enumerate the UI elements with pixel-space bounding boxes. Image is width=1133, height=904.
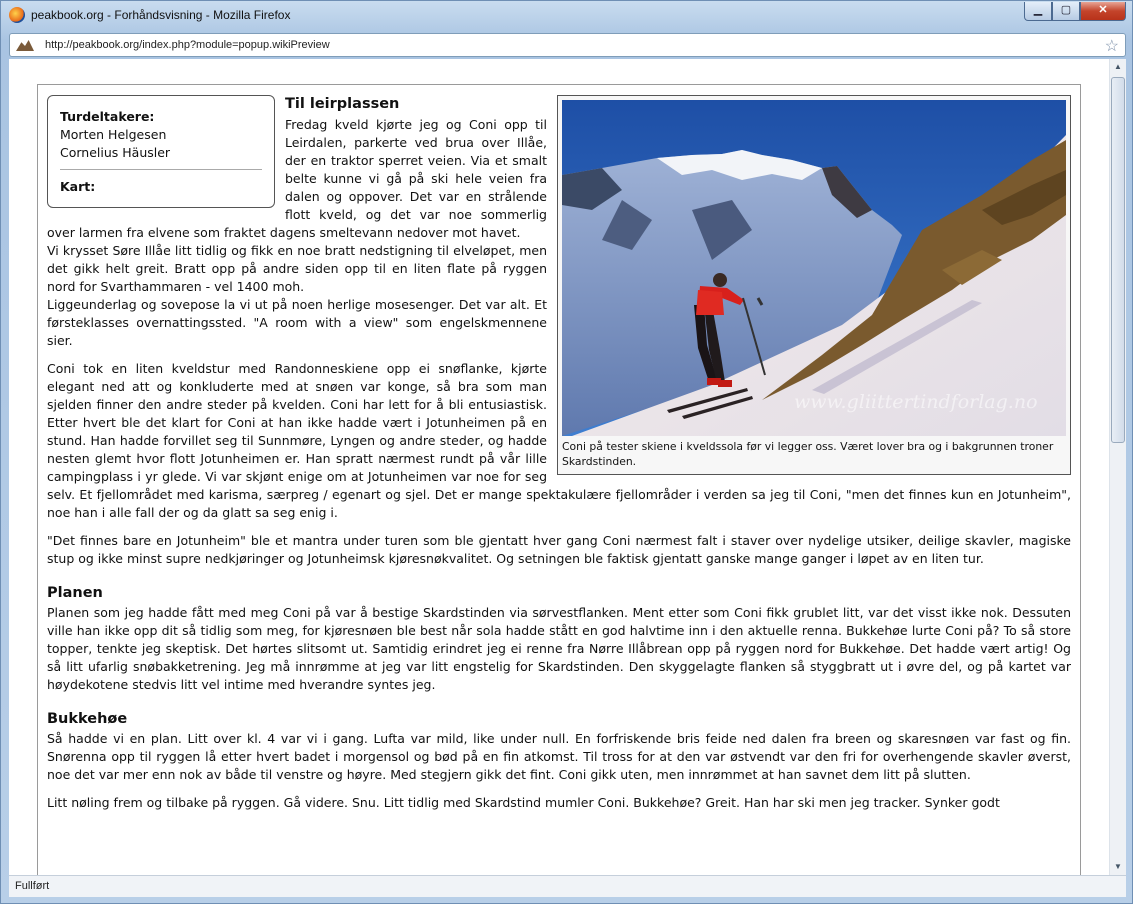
participant-name: Cornelius Häusler <box>60 145 171 160</box>
bookmark-star-icon[interactable]: ☆ <box>1104 38 1119 55</box>
paragraph: Coni tok en liten kveldstur med Randonneskiene opp ei snøflanke, kjørte elegant ned att og konkluderte med at snøen var konge, så bra som man sjelden finner den andre steder på kvelden. Coni har lett for å bli entusiastisk. Etter hvert ble det klart for Coni at han ikke hadde vært i Jotunheimen på en stund. Han hadde forvillet seg til Sunnmøre, Lyngen og andre steder, og hadde nesten glemt hvor flott Jotunheimen er. Han spratt nærmest rundt på vår lille campingplass i yr glede. Vi var skjønt enige om at Jotunheimen var noe for seg selv. Et fjellområdet med karisma, særpreg / egenart og sjel. Det er mange spektakulære fjellområder i verden sa jeg til Coni, "men det finnes kun en Jotunheim", noe han i alle fall der og da glatt sa seg enig i. <box>47 361 1071 520</box>
paragraph: Så hadde vi en plan. Litt over kl. 4 var vi i gang. Lufta var mild, like under null. En forfriskende bris feide ned dalen fra breen og skaresnøen var fast og fin. Snørenna opp til ryggen lå etter hvert badet i morgensol og bød på en fin atkomst. Til tross for at den var østvendt var den fri for overhengende skavler øverst, noe det var mer enn nok av både til venstre og høyre. Med stegjern gikk det fint. Coni gikk uten, men innrømmet at han savnet dem litt på slutten. <box>47 731 1071 782</box>
window-title: peakbook.org - Forhåndsvisning - Mozilla Firefox <box>31 8 291 22</box>
trip-infobox <box>47 95 275 208</box>
participants-label: Turdeltakere: <box>60 109 155 124</box>
maximize-button[interactable]: ▢ <box>1052 2 1080 21</box>
scroll-up-arrow-icon[interactable]: ▲ <box>1114 62 1122 71</box>
status-bar <box>9 875 1126 897</box>
paragraph: Liggeunderlag og sovepose la vi ut på noen herlige mosesenger. Det var alt. Et førsteklasses overnattingssted. "A room with a view" som engelskmennene sier. <box>47 297 547 348</box>
photo-caption: Coni på tester skiene i kveldssola før vi legger oss. Været lover bra og i bakgrunnen troner Skardstinden. <box>562 440 1054 468</box>
photo-frame <box>557 95 1071 475</box>
section-heading: Planen <box>47 585 103 601</box>
scroll-down-arrow-icon[interactable]: ▼ <box>1114 862 1122 871</box>
close-button[interactable]: ✕ <box>1080 2 1126 21</box>
participant-name: Morten Helgesen <box>60 127 167 142</box>
section-heading: Bukkehøe <box>47 711 128 727</box>
paragraph: Planen som jeg hadde fått med meg Coni på var å bestige Skardstinden via sørvestflanken. Ment etter som Coni fikk grublet litt, var det visst ikke nok. Dessuten ville han ikke opp dit så tidlig som meg, for kjøresnøen ble best når sola hadde stått en god halvtime inn i den aktuelle renna. Bukkehøe lurte Coni på? To så store topper, tenkte jeg skeptisk. Det hørtes slitsomt ut. Samtidig erindret jeg ei renne fra Nørre Illåbrean opp på ryggen nord for Bukkehøe. Det hadde vært artig! Og så litt ufarlig snøbakketrening. Jeg må innrømme at jeg var litt engstelig for Skardstinden. Den skyggelagte flanken så styggbratt ut i øvre del, og på kartet var høydekotene stedvis litt vel intime med hverandre syntes jeg. <box>47 605 1071 692</box>
photo-watermark: www.gliittertindforlag.no <box>794 391 1038 413</box>
page-viewport[interactable] <box>9 59 1126 875</box>
title-bar[interactable] <box>1 1 1132 31</box>
url-text[interactable]: http://peakbook.org/index.php?module=popup.wikiPreview <box>45 39 330 51</box>
paragraph: "Det finnes bare en Jotunheim" ble et mantra under turen som ble gjentatt hver gang Coni nærmest falt i staver over nydelige utsiker, deilige skavler, magiske stup og ikke minst supre nedkjøringer og Jotunheimsk kjøresnøkvalitet. Og setningen ble faktisk gjentatt ganske mange ganger i løpet av en liten tur. <box>47 533 1071 566</box>
article <box>37 84 1081 875</box>
address-bar[interactable] <box>9 33 1126 57</box>
map-label: Kart: <box>60 179 96 194</box>
minimize-button[interactable]: ▁ <box>1024 2 1052 21</box>
vertical-scrollbar[interactable] <box>1109 59 1126 875</box>
scroll-thumb[interactable] <box>1111 77 1125 443</box>
window-controls <box>1024 2 1126 21</box>
firefox-icon <box>9 7 25 23</box>
status-text: Fullført <box>15 880 50 892</box>
skier-photo[interactable] <box>562 100 1066 436</box>
section-heading: Til leirplassen <box>285 96 400 112</box>
paragraph: Litt nøling frem og tilbake på ryggen. Gå videre. Snu. Litt tidlig med Skardstind mumler Coni. Bukkehøe? Greit. Han har ski men jeg tracker. Synker godt <box>47 795 1000 810</box>
paragraph: Vi krysset Søre Illåe litt tidlig og fikk en noe bratt nedstigning til elveløpet, men det gikk helt greit. Bratt opp på andre siden opp til en liten flate på ryggen nord for Svarthammaren - vel 1400 moh. <box>47 243 547 294</box>
site-favicon-icon <box>16 40 34 51</box>
infobox-divider <box>60 169 262 170</box>
paragraph: Fredag kveld kjørte jeg og Coni opp til Leirdalen, parkerte ved brua over Illåe, der en traktor sperret veien. Via et smalt belte kunne vi gå på ski hele veien fra dalen og oppover. Det var en strålende flott kveld, og det var noe sommerlig over larmen fra elvene som fraktet dagens smeltevann nedover mot havet. <box>47 117 547 240</box>
